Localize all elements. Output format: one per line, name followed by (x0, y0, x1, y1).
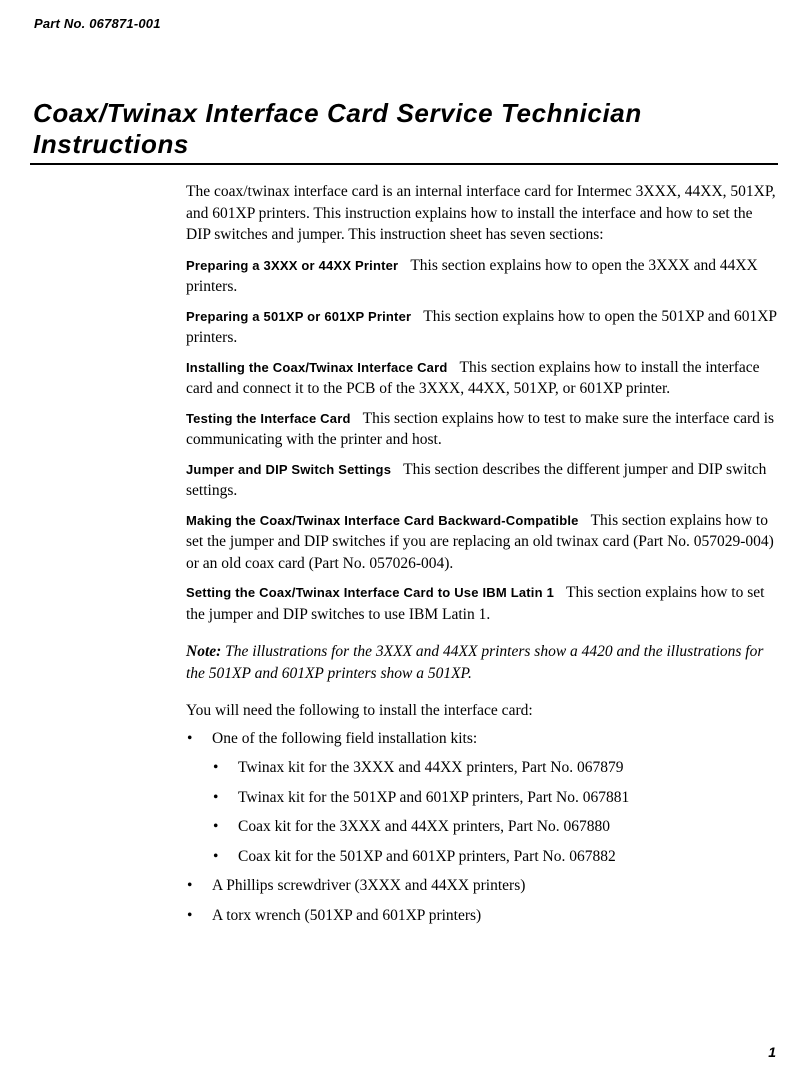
list-item: • Coax kit for the 501XP and 601XP printers, Part No. 067882 (212, 846, 778, 868)
page-title-line-1: Coax/Twinax Interface Card Service Technician (33, 98, 642, 128)
page-title-line-2: Instructions (33, 129, 189, 159)
note-label: Note: (186, 643, 222, 660)
section-heading: Jumper and DIP Switch Settings (186, 461, 392, 477)
list-item (186, 728, 778, 868)
intro-paragraph: The coax/twinax interface card is an internal interface card for Intermec 3XXX, 44XX, 501XP, and 601XP printers. This instruction explains how to install the interface and how to set the DIP switches and jumper. This instruction sheet has seven sections: (186, 183, 776, 243)
requirements-intro: You will need the following to install the interface card: (186, 702, 533, 719)
page-title (33, 98, 777, 160)
section-description: This section explains how to test to make sure the interface card is communicating with the printer and host. (186, 409, 775, 448)
section-heading: Testing the Interface Card (186, 410, 351, 426)
section-description: This section explains how to open the 3XXX and 44XX printers. (186, 256, 758, 295)
section-summary (186, 306, 778, 349)
section-summary (186, 459, 778, 502)
list-item: • A torx wrench (501XP and 601XP printers) (186, 905, 778, 927)
section-description: This section explains how to install the interface card and connect it to the PCB of the 3XXX, 44XX, 501XP, or 601XP printer. (186, 358, 760, 397)
document-body (186, 181, 778, 934)
list-item: • A Phillips screwdriver (3XXX and 44XX printers) (186, 875, 778, 897)
list-item: • Coax kit for the 3XXX and 44XX printers, Part No. 067880 (212, 816, 778, 838)
section-summary (186, 510, 778, 575)
section-summary (186, 408, 778, 451)
page-number: 1 (768, 1044, 776, 1060)
section-summary (186, 255, 778, 298)
section-heading: Installing the Coax/Twinax Interface Card (186, 359, 448, 375)
part-number: Part No. 067871-001 (34, 16, 161, 31)
list-item: • Twinax kit for the 3XXX and 44XX printers, Part No. 067879 (212, 757, 778, 779)
list-item: • Twinax kit for the 501XP and 601XP printers, Part No. 067881 (212, 787, 778, 809)
section-heading: Preparing a 501XP or 601XP Printer (186, 308, 412, 324)
section-summary (186, 357, 778, 400)
title-divider (30, 163, 778, 165)
note-paragraph (186, 641, 778, 684)
note-text: The illustrations for the 3XXX and 44XX printers show a 4420 and the illustrations for the 501XP and 601XP printers show a 501XP. (186, 643, 764, 682)
section-description: This section explains how to open the 501XP and 601XP printers. (186, 307, 777, 346)
section-summary (186, 582, 778, 625)
section-heading: Making the Coax/Twinax Interface Card Backward-Compatible (186, 512, 579, 528)
requirements-list (186, 728, 778, 927)
section-heading: Setting the Coax/Twinax Interface Card to Use IBM Latin 1 (186, 585, 554, 600)
kits-label: One of the following field installation kits: (212, 729, 478, 747)
section-heading: Preparing a 3XXX or 44XX Printer (186, 257, 399, 273)
kits-list (212, 757, 778, 867)
section-description: This section explains how to set the jumper and DIP switches to use IBM Latin 1. (186, 584, 765, 623)
section-description: This section explains how to set the jumper and DIP switches if you are replacing an old twinax card (Part No. 057029-004) or an old coax card (Part No. 057026-004). (186, 511, 774, 572)
section-description: This section describes the different jumper and DIP switch settings. (186, 460, 767, 499)
